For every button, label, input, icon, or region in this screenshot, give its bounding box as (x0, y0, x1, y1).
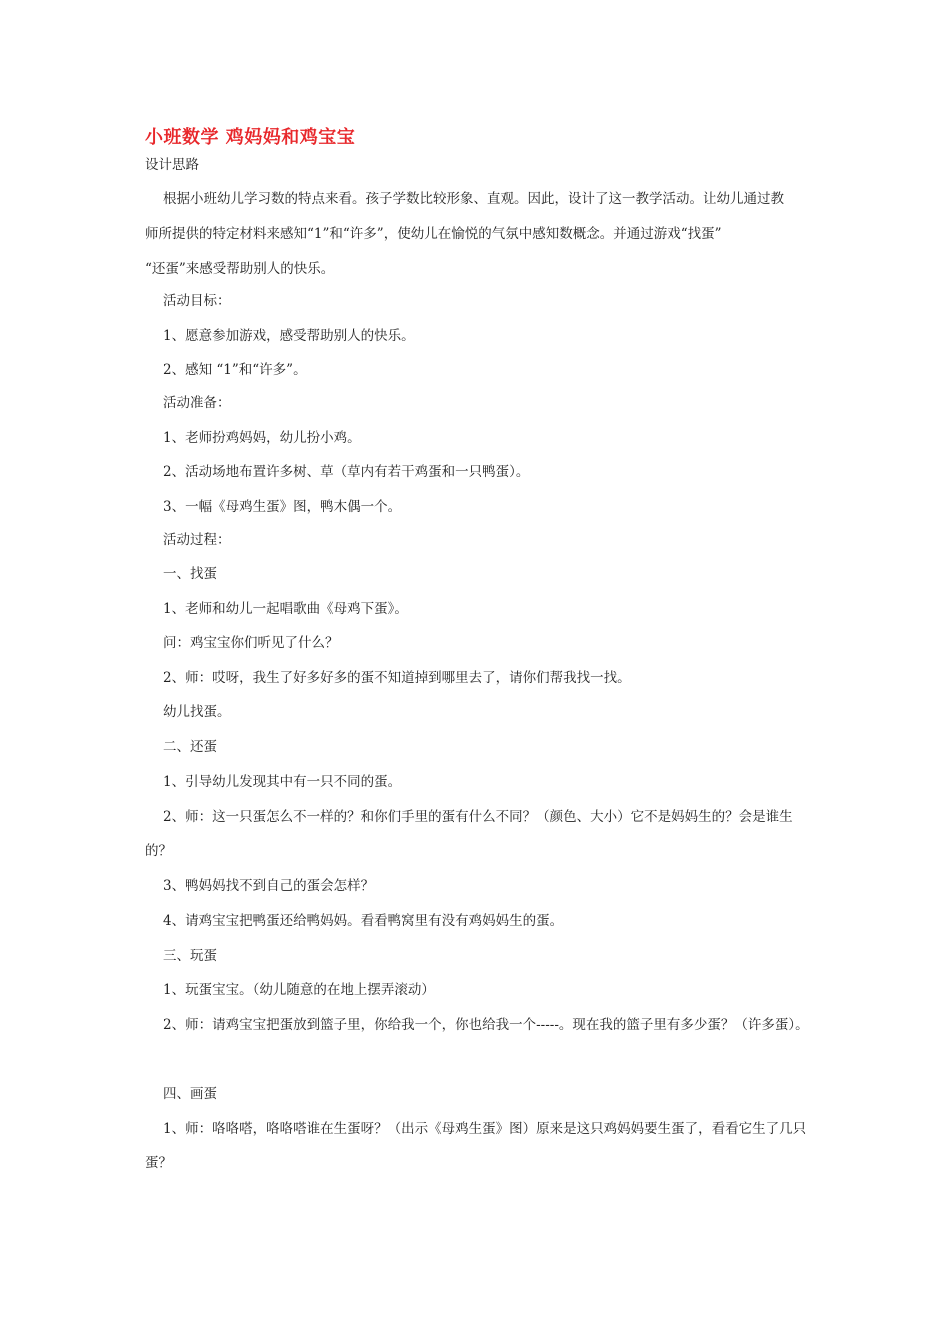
section-heading-design: 设计思路 (145, 157, 199, 173)
paragraph-line: 问：鸡宝宝你们听见了什么？ (163, 635, 339, 651)
list-item: 1、师：咯咯嗒，咯咯嗒谁在生蛋呀？（出示《母鸡生蛋》图）原来是这只鸡妈妈要生蛋了，看看它生了几只 (163, 1121, 807, 1137)
section-heading: 活动过程： (163, 532, 231, 548)
section-heading: 活动目标： (163, 293, 231, 309)
intro-line: 师所提供的特定材料来感知“1”和“许多”，使幼儿在愉悦的气氛中感知数概念。并通过游戏“找蛋” (145, 226, 722, 242)
list-item: 1、老师和幼儿一起唱歌曲《母鸡下蛋》。 (163, 601, 408, 617)
list-item: 3、一幅《母鸡生蛋》图，鸭木偶一个。 (163, 499, 402, 515)
list-item: 2、活动场地布置许多树、草（草内有若干鸡蛋和一只鸭蛋）。 (163, 464, 530, 480)
list-item: 2、感知 “1”和“许多”。 (163, 362, 307, 378)
list-item: 4、请鸡宝宝把鸭蛋还给鸭妈妈。看看鸭窝里有没有鸡妈妈生的蛋。 (163, 913, 564, 929)
paragraph-line: 幼儿找蛋。 (163, 704, 231, 720)
subsection-heading: 二、还蛋 (163, 739, 217, 755)
list-item-continuation: 蛋？ (145, 1155, 172, 1171)
list-item-continuation: 的？ (145, 843, 172, 859)
list-item: 2、师：请鸡宝宝把蛋放到篮子里，你给我一个，你也给我一个-----。现在我的篮子里有多少蛋？（许多蛋）。 (163, 1017, 809, 1033)
list-item: 3、鸭妈妈找不到自己的蛋会怎样？ (163, 878, 375, 894)
list-item: 1、引导幼儿发现其中有一只不同的蛋。 (163, 774, 402, 790)
list-item: 1、老师扮鸡妈妈，幼儿扮小鸡。 (163, 430, 361, 446)
section-heading: 活动准备： (163, 395, 231, 411)
document-title: 小班数学 鸡妈妈和鸡宝宝 (145, 127, 356, 148)
subsection-heading: 三、玩蛋 (163, 948, 217, 964)
list-item: 1、玩蛋宝宝。（幼儿随意的在地上摆弄滚动） (163, 982, 435, 998)
intro-line: “还蛋”来感受帮助别人的快乐。 (145, 261, 335, 277)
list-item: 2、师：哎呀，我生了好多好多的蛋不知道掉到哪里去了，请你们帮我找一找。 (163, 670, 631, 686)
list-item: 2、师：这一只蛋怎么不一样的？和你们手里的蛋有什么不同？（颜色、大小）它不是妈妈生的？会是谁生 (163, 809, 793, 825)
list-item: 1、愿意参加游戏，感受帮助别人的快乐。 (163, 328, 415, 344)
intro-line: 根据小班幼儿学习数的特点来看。孩子学数比较形象、直观。因此，设计了这一教学活动。让幼儿通过教 (163, 191, 784, 207)
subsection-heading: 一、找蛋 (163, 566, 217, 582)
subsection-heading: 四、画蛋 (163, 1086, 217, 1102)
